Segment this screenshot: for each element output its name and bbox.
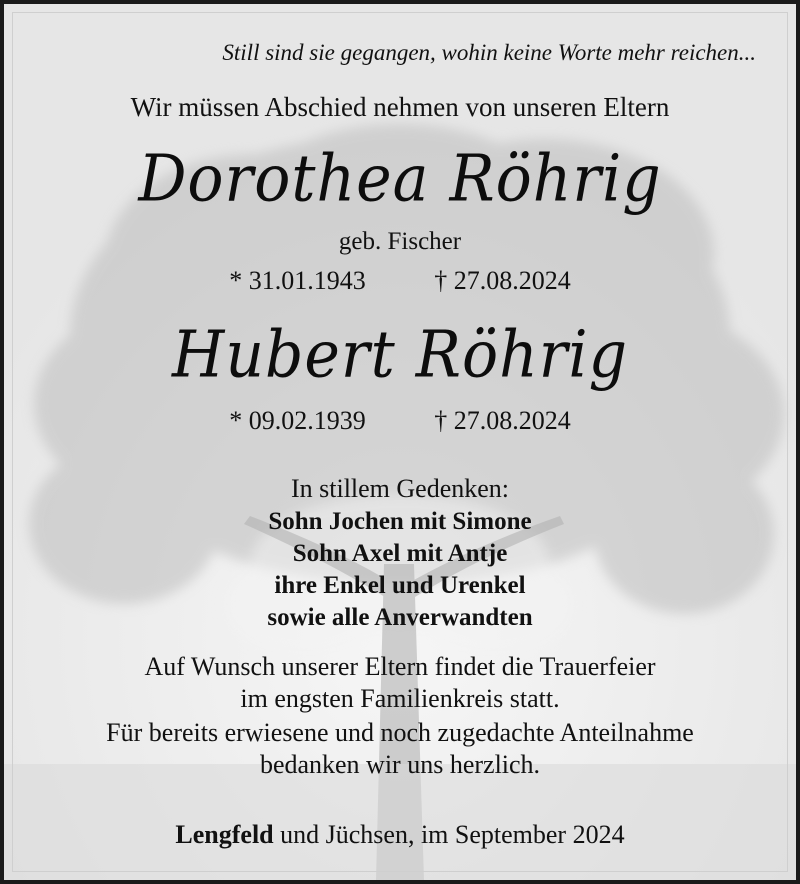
life-dates-1 <box>4 266 796 296</box>
death-date-2: † 27.08.2024 <box>434 406 571 435</box>
place-rest: und Jüchsen, im September 2024 <box>273 820 625 849</box>
deceased-name-2: Hubert Röhrig <box>172 317 628 393</box>
motto-quote: Still sind sie gegangen, wohin keine Worte mehr reichen... <box>222 40 756 65</box>
maiden-name: geb. Fischer <box>338 228 462 255</box>
intro-line: Wir müssen Abschied nehmen von unseren Eltern <box>130 92 670 122</box>
mourner-line: ihre Enkel und Urenkel <box>274 572 526 599</box>
mourner-line: Sohn Axel mit Antje <box>292 540 508 567</box>
place-town: Lengfeld <box>175 820 274 849</box>
mourner-line: Sohn Jochen mit Simone <box>268 508 532 535</box>
mourner-line: sowie alle Anverwandten <box>267 604 533 631</box>
mourners-heading: In stillem Gedenken: <box>290 474 510 503</box>
place-and-date <box>4 820 796 850</box>
death-date-1: † 27.08.2024 <box>434 266 571 295</box>
deceased-name-1: Dorothea Röhrig <box>138 141 662 217</box>
closing-line: Auf Wunsch unserer Eltern findet die Trauerfeier <box>144 652 656 681</box>
life-dates-2 <box>4 406 796 436</box>
closing-line: bedanken wir uns herzlich. <box>259 750 541 779</box>
closing-line: Für bereits erwiesene und noch zugedachte Anteilnahme <box>106 718 694 747</box>
birth-date-2: * 09.02.1939 <box>229 406 366 435</box>
tree-background-image <box>4 4 796 880</box>
birth-date-1: * 31.01.1943 <box>229 266 366 295</box>
closing-line: im engsten Familienkreis statt. <box>240 684 560 713</box>
